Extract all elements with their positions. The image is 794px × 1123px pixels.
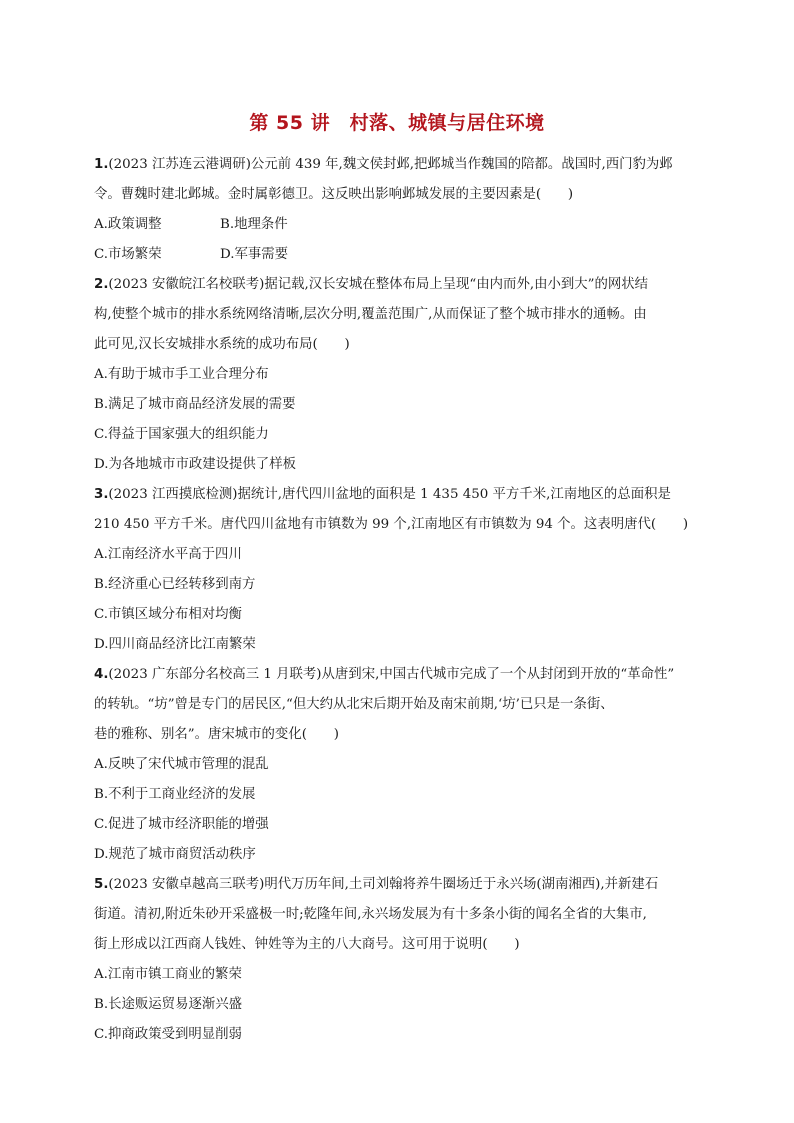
question-text-line: 5.(2023 安徽卓越高三联考)明代万历年间,土司刘翰将养牛圈场迁于永兴场(湖南湘西),并新建石	[94, 877, 659, 892]
option-a: A.有助于城市手工业合理分布	[94, 367, 269, 382]
option-c: C.抑商政策受到明显削弱	[94, 1027, 242, 1042]
question-3	[94, 480, 714, 660]
question-text-line: 2.(2023 安徽皖江名校联考)据记载,汉长安城在整体布局上呈现“由内而外,由小到大”的网状结	[94, 277, 649, 292]
question-text-line: 此可见,汉长安城排水系统的成功布局( )	[94, 337, 350, 352]
question-text-line: 巷的雅称、别名”。唐宋城市的变化( )	[94, 727, 339, 742]
question-text-line: 3.(2023 江西摸底检测)据统计,唐代四川盆地的面积是 1 435 450 平方千米,江南地区的总面积是	[94, 487, 671, 502]
question-text-line: 街上形成以江西商人钱姓、钟姓等为主的八大商号。这可用于说明( )	[94, 937, 520, 952]
question-text-line: 4.(2023 广东部分名校高三 1 月联考)从唐到宋,中国古代城市完成了一个从封闭到开放的“革命性”	[94, 667, 675, 682]
question-text-line: 1.(2023 江苏连云港调研)公元前 439 年,魏文侯封邺,把邺城当作魏国的陪都。战国时,西门豹为邺	[94, 157, 673, 172]
option-a: A.反映了宋代城市管理的混乱	[94, 757, 269, 772]
option-b: B.不利于工商业经济的发展	[94, 787, 256, 802]
option-d: D.为各地城市市政建设提供了样板	[94, 457, 296, 472]
option-a: A.江南市镇工商业的繁荣	[94, 967, 242, 982]
page-title: 第 55 讲 村落、城镇与居住环境	[249, 112, 545, 134]
option-d: D.军事需要	[220, 247, 289, 262]
option-b: B.地理条件	[220, 217, 288, 232]
option-d: D.规范了城市商贸活动秩序	[94, 847, 256, 862]
question-text-line: 的转轨。“坊”曾是专门的居民区,“但大约从北宋后期开始及南宋前期,‘坊’已只是一条街、	[94, 697, 614, 712]
option-row	[94, 240, 714, 270]
question-list	[94, 150, 714, 1050]
question-text-line: 街道。清初,附近朱砂开采盛极一时;乾隆年间,永兴场发展为有十多条小街的闻名全省的大集市,	[94, 907, 647, 922]
option-b: B.长途贩运贸易逐渐兴盛	[94, 997, 243, 1012]
question-number: 5.	[94, 877, 109, 892]
option-b: B.满足了城市商品经济发展的需要	[94, 397, 296, 412]
option-c: C.得益于国家强大的组织能力	[94, 427, 269, 442]
question-text-line: 令。曹魏时建北邺城。金时属彰德卫。这反映出影响邺城发展的主要因素是( )	[94, 187, 574, 202]
question-4	[94, 660, 714, 870]
question-number: 2.	[94, 277, 109, 292]
option-row	[94, 210, 714, 240]
option-d: D.四川商品经济比江南繁荣	[94, 637, 256, 652]
option-c: C.促进了城市经济职能的增强	[94, 817, 269, 832]
option-a: A.政策调整	[94, 217, 162, 232]
option-c: C.市镇区域分布相对均衡	[94, 607, 242, 622]
question-1	[94, 150, 714, 270]
option-a: A.江南经济水平高于四川	[94, 547, 242, 562]
question-number: 3.	[94, 487, 109, 502]
question-text-line: 210 450 平方千米。唐代四川盆地有市镇数为 99 个,江南地区有市镇数为 94 个。这表明唐代( )	[94, 517, 689, 532]
question-5	[94, 870, 714, 1050]
question-text-line: 构,使整个城市的排水系统网络清晰,层次分明,覆盖范围广,从而保证了整个城市排水的通畅。由	[94, 307, 647, 322]
option-c: C.市场繁荣	[94, 247, 162, 262]
question-2	[94, 270, 714, 480]
option-b: B.经济重心已经转移到南方	[94, 577, 256, 592]
question-number: 4.	[94, 667, 109, 682]
question-number: 1.	[94, 157, 109, 172]
